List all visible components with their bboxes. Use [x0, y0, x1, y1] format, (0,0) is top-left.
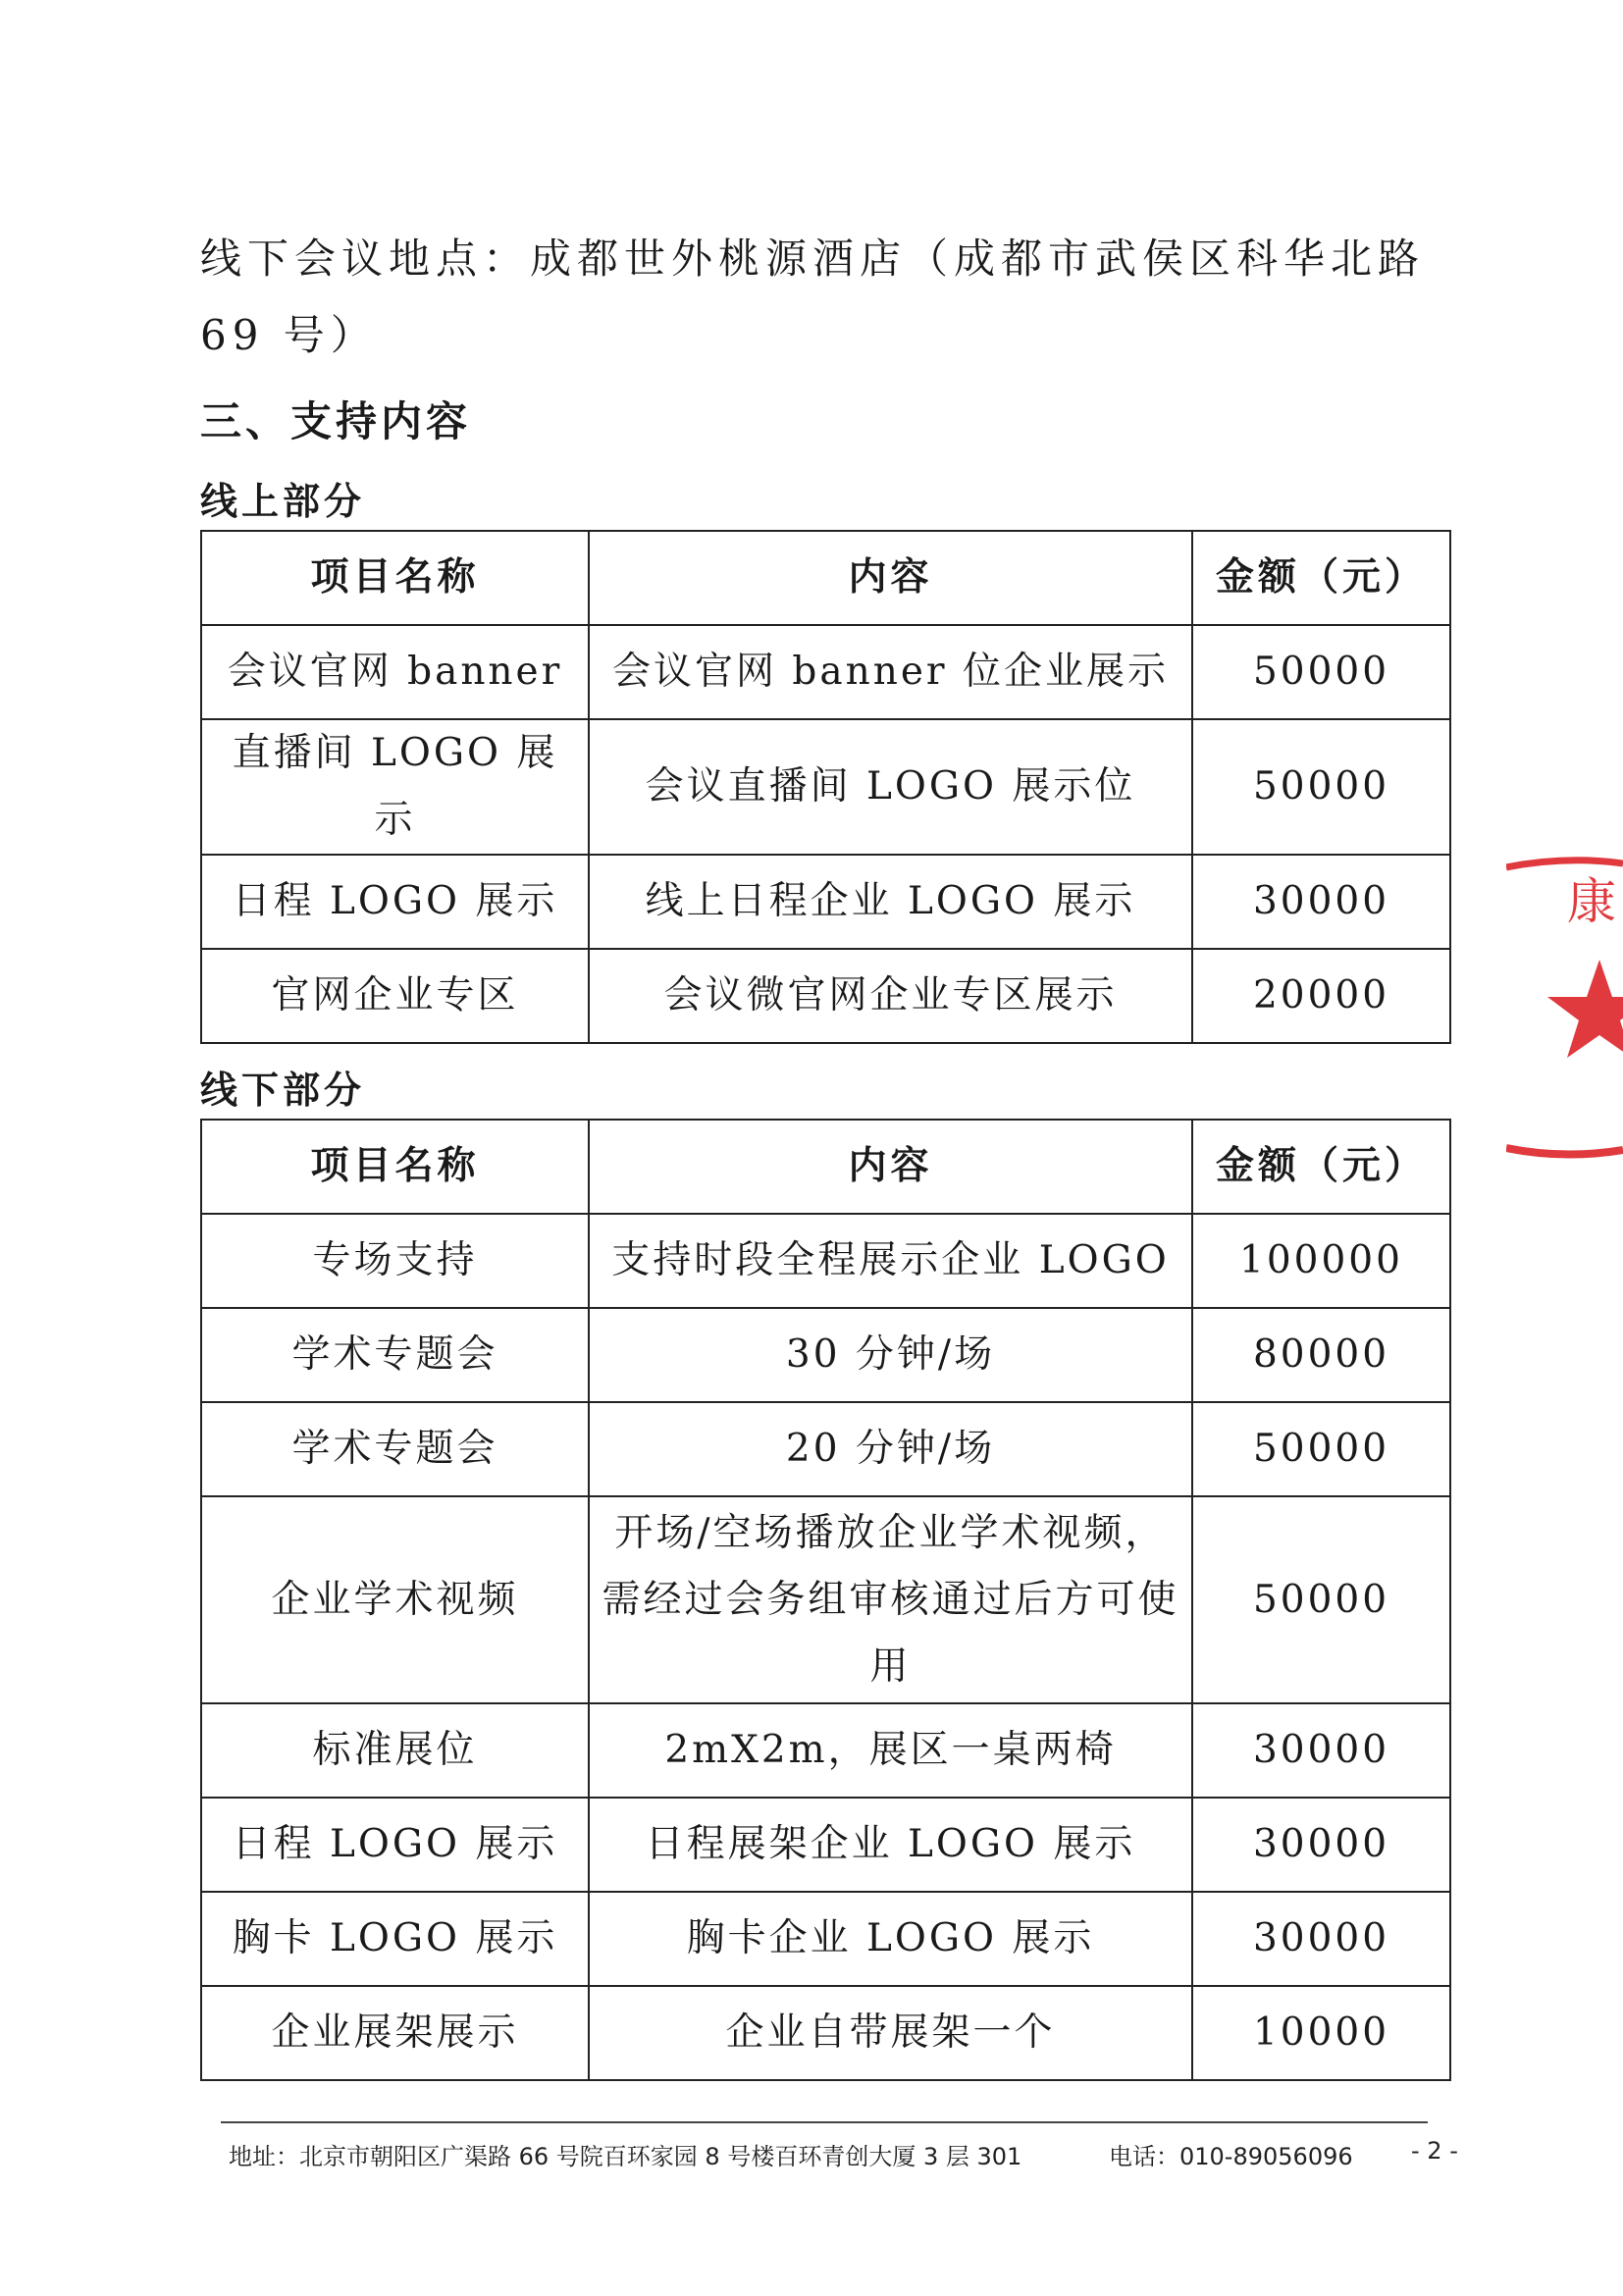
footer-address: 地址：北京市朝阳区广渠路 66 号院百环家园 8 号楼百环青创大厦 3 层 301 — [229, 2143, 1022, 2170]
item-name: 专场支持 — [201, 1214, 589, 1308]
seal-arc-bottom — [1506, 1148, 1623, 1155]
table-row — [201, 1703, 1450, 1798]
item-name: 日程 LOGO 展示 — [201, 855, 589, 949]
item-amount: 50000 — [1192, 1496, 1450, 1703]
item-amount: 30000 — [1192, 1703, 1450, 1798]
table-row — [201, 855, 1450, 949]
item-name: 直播间 LOGO 展示 — [201, 719, 589, 855]
item-amount: 50000 — [1192, 719, 1450, 855]
table-header-row — [201, 1120, 1450, 1214]
item-content: 日程展架企业 LOGO 展示 — [589, 1798, 1192, 1892]
item-content: 会议直播间 LOGO 展示位 — [589, 719, 1192, 855]
table-row — [201, 719, 1450, 855]
venue-line-2: 69 号） — [200, 311, 378, 359]
item-name: 学术专题会 — [201, 1402, 589, 1496]
item-amount: 10000 — [1192, 1986, 1450, 2080]
table-row — [201, 949, 1450, 1043]
table-row — [201, 625, 1450, 719]
item-content: 20 分钟/场 — [589, 1402, 1192, 1496]
item-name: 企业展架展示 — [201, 1986, 589, 2080]
header-amount: 金额（元） — [1192, 531, 1450, 625]
footer-divider — [221, 2121, 1428, 2123]
item-content: 企业自带展架一个 — [589, 1986, 1192, 2080]
header-amount: 金额（元） — [1192, 1120, 1450, 1214]
item-amount: 50000 — [1192, 1402, 1450, 1496]
star-icon — [1547, 960, 1623, 1058]
item-name: 标准展位 — [201, 1703, 589, 1798]
item-name: 日程 LOGO 展示 — [201, 1798, 589, 1892]
item-amount: 30000 — [1192, 855, 1450, 949]
item-content: 30 分钟/场 — [589, 1308, 1192, 1402]
item-amount: 80000 — [1192, 1308, 1450, 1402]
item-content: 会议微官网企业专区展示 — [589, 949, 1192, 1043]
venue-line-1: 线下会议地点：成都世外桃源酒店（成都市武侯区科华北路 — [200, 235, 1426, 283]
item-name: 学术专题会 — [201, 1308, 589, 1402]
item-content: 支持时段全程展示企业 LOGO — [589, 1214, 1192, 1308]
seal-character: 康 — [1567, 873, 1616, 930]
item-content: 开场/空场播放企业学术视频，需经过会务组审核通过后方可使用 — [589, 1496, 1192, 1703]
online-table — [200, 530, 1451, 1044]
item-name: 胸卡 LOGO 展示 — [201, 1892, 589, 1986]
section-title: 三、支持内容 — [200, 397, 472, 445]
header-item-name: 项目名称 — [201, 1120, 589, 1214]
company-seal — [1506, 854, 1623, 1168]
item-amount: 30000 — [1192, 1798, 1450, 1892]
table-row — [201, 1308, 1450, 1402]
table-row — [201, 1402, 1450, 1496]
item-amount: 100000 — [1192, 1214, 1450, 1308]
table-row — [201, 1214, 1450, 1308]
seal-arc-top — [1506, 861, 1623, 867]
offline-title: 线下部分 — [200, 1069, 366, 1112]
item-amount: 30000 — [1192, 1892, 1450, 1986]
table-row — [201, 1892, 1450, 1986]
header-item-name: 项目名称 — [201, 531, 589, 625]
table-row — [201, 1986, 1450, 2080]
table-row — [201, 1798, 1450, 1892]
header-content: 内容 — [589, 1120, 1192, 1214]
offline-table — [200, 1119, 1451, 2081]
page-number: - 2 - — [1411, 2137, 1458, 2165]
item-content: 会议官网 banner 位企业展示 — [589, 625, 1192, 719]
item-content: 胸卡企业 LOGO 展示 — [589, 1892, 1192, 1986]
item-name: 会议官网 banner — [201, 625, 589, 719]
item-amount: 50000 — [1192, 625, 1450, 719]
item-content: 线上日程企业 LOGO 展示 — [589, 855, 1192, 949]
table-row — [201, 1496, 1450, 1703]
table-header-row — [201, 531, 1450, 625]
item-amount: 20000 — [1192, 949, 1450, 1043]
item-name: 官网企业专区 — [201, 949, 589, 1043]
item-name: 企业学术视频 — [201, 1496, 589, 1703]
online-title: 线上部分 — [200, 480, 366, 523]
header-content: 内容 — [589, 531, 1192, 625]
footer-phone: 电话：010-89056096 — [1109, 2143, 1353, 2170]
item-content: 2mX2m，展区一桌两椅 — [589, 1703, 1192, 1798]
